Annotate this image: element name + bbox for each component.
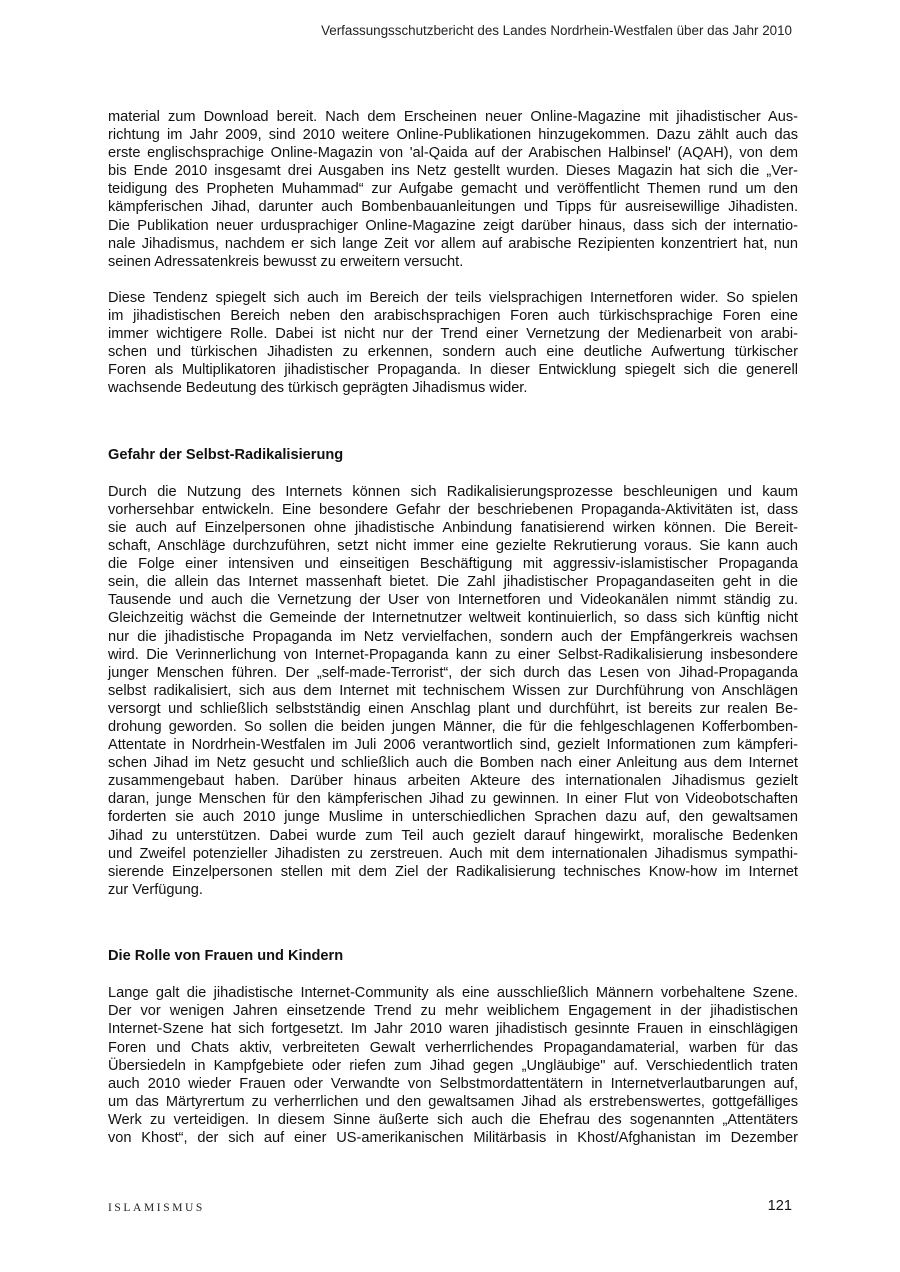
text-line: junger Menschen führen. Der „self-made-Terrorist“, der sich durch das Lesen von Jihad-Propaganda (108, 664, 798, 681)
text-line: zusammengebaut haben. Darüber hinaus arbeiten Akteure des internationalen Jihadismus gezielt (108, 773, 798, 790)
footer-section-label: ISLAMISMUS (108, 1202, 205, 1214)
text-line: Attentate in Nordrhein-Westfalen im Juli 2006 verantwortlich sind, gezielt Informationen zum kämpferi- (108, 737, 798, 754)
paragraph-women-children (108, 984, 798, 1147)
text-line: daran, junge Menschen für den kämpferischen Jihad zu gewinnen. In einer Flut von Videobotschaften (108, 791, 798, 808)
text-line: Jihad zu unterstützen. Dabei wurde zum Teil auch gezielt darauf hingewirkt, moralische Bedenken (108, 827, 798, 844)
text-line: auch 2010 wieder Frauen oder Verwandte von Selbstmordattentätern in Internetverlautbarungen auf, (108, 1075, 798, 1092)
text-line: immer wichtigere Rolle. Dabei ist nicht nur der Trend einer Vernetzung der Medienarbeit von arabi- (108, 326, 798, 343)
text-line: von Khost“, der sich auf einer US-amerikanischen Militärbasis in Khost/Afghanistan im Dezember (108, 1129, 798, 1146)
text-line: material zum Download bereit. Nach dem Erscheinen neuer Online-Magazine mit jihadistischer Aus- (108, 109, 798, 125)
text-line: versorgt und schließlich selbstständig einen Anschlag plant und durchführt, ist bereits zur realen Be- (108, 700, 798, 717)
paragraph-internet-forums (108, 289, 798, 398)
text-line: sierende Einzelpersonen stellen mit dem Ziel der Radikalisierung technisches Know-how im Internet (108, 863, 798, 880)
text-line: und Zweifel potenzieller Jihadisten zu zerstreuen. Auch mit dem internationalen Jihadismus sympathi- (108, 845, 798, 862)
text-line: Die Publikation neuer urdusprachiger Online-Magazine zeigt darüber hinaus, dass sich der internatio- (108, 217, 798, 234)
text-line: teidigung des Propheten Muhammad“ zur Aufgabe gemacht und veröffentlicht Themen rund um den (108, 181, 798, 198)
text-line: Lange galt die jihadistische Internet-Community als eine ausschließlich Männern vorbehaltene Szene. (108, 985, 798, 1002)
text-line: schen Jihad im Netz gesucht und schließlich auch die Bomben nach einer Anleitung aus dem Internet (108, 755, 798, 772)
text-line: Werk zu verteidigen. In diesem Sinne äußerte sich auch die Ehefrau des sogenannten „Attentäters (108, 1111, 798, 1128)
text-line: nale Jihadismus, nachdem er sich lange Zeit vor allem auf arabische Rezipienten konzentriert hat, nun (108, 235, 798, 252)
page-number: 121 (767, 1198, 792, 1214)
text-line: richtung im Jahr 2009, sind 2010 weitere Online-Publikationen hinzugekommen. Dazu zählt auch das (108, 127, 798, 144)
text-line: im jihadistischen Bereich neben den arabischsprachigen Foren auch türkischsprachige Foren eine (108, 308, 798, 325)
text-line: schen und türkischen Jihadisten zu erkennen, sondern auch eine deutliche Aufwertung türkischer (108, 344, 798, 361)
text-line: Der vor wenigen Jahren einsetzende Trend zu mehr weiblichem Engagement in der jihadistischen (108, 1003, 798, 1020)
text-line: erste englischsprachige Online-Magazin von 'al-Qaida auf der Arabischen Halbinsel' (AQAH), von dem (108, 145, 798, 162)
text-line: drohung geworden. So sollen die beiden jungen Männer, die für die fehlgeschlagenen Kofferbomben- (108, 719, 798, 735)
paragraph-self-radicalization (108, 483, 798, 899)
text-line: um das Märtyrertum zu verherrlichen und den gewaltsamen Jihad als erstrebenswertes, gottgefälliges (108, 1093, 798, 1110)
text-line: Gleichzeitig wächst die Gemeinde der Internetnutzer weltweit kontinuierlich, so dass sich künftig nicht (108, 610, 798, 627)
text-line: nur die jihadistische Propaganda im Netz vervielfachen, sondern auch der Empfängerkreis wachsen (108, 628, 798, 645)
text-line: forderten sie auch 2010 junge Muslime in unterschiedlichen Sprachen dazu auf, den gewaltsamen (108, 809, 798, 826)
text-line: Durch die Nutzung des Internets können sich Radikalisierungsprozesse beschleunigen und kaum (108, 483, 798, 500)
text-line: seinen Adressatenkreis bewusst zu erweitern versucht. (108, 253, 464, 270)
text-line: die Folge einer intensiven und einseitigen Beschäftigung mit aggressiv-islamistischer Propaganda (108, 556, 798, 573)
text-line: Foren und Chats aktiv, verbreiteten Gewalt verherrlichendes Propagandamaterial, warben für das (108, 1039, 798, 1056)
text-line: schaft, Anschläge durchzuführen, setzt nicht immer eine gezielte Rekrutierung voraus. Sie kann auch (108, 538, 798, 555)
paragraph-online-magazines (108, 108, 798, 271)
text-line: Diese Tendenz spiegelt sich auch im Bereich der teils vielsprachigen Internetforen wider. So spielen (108, 289, 798, 306)
text-line: vorhersehbar entwickeln. Eine besondere Gefahr der beschriebenen Propaganda-Aktivitäten ist, dass (108, 501, 798, 518)
text-line: Tausende und auch die Vernetzung der User von Internetforen und Videokanälen nimmt ständig zu. (108, 592, 798, 609)
text-line: bis Ende 2010 insgesamt drei Ausgaben ins Netz gestellt wurden. Dieses Magazin hat sich die „Ver- (108, 163, 798, 180)
page-body (108, 108, 798, 1147)
text-line: Übersiedeln in Kampfgebiete oder riefen zum Jihad gegen „Ungläubige" auf. Verschiedentlich traten (108, 1057, 798, 1074)
running-header: Verfassungsschutzbericht des Landes Nordrhein-Westfalen über das Jahr 2010 (321, 23, 792, 38)
section-heading-self-radicalization: Gefahr der Selbst-Radikalisierung (108, 446, 344, 463)
text-line: wird. Die Verinnerlichung von Internet-Propaganda kann zu einer Selbst-Radikalisierung insbesondere (108, 646, 798, 663)
text-line: kämpferischen Jihad, darunter auch Bombenbauanleitungen und Tipps für ausreisewillige Jihadisten. (108, 199, 798, 216)
text-line: sein, die allein das Internet massenhaft bietet. Die Zahl jihadistischer Propagandaseiten geht in die (108, 574, 798, 591)
section-heading-women-children: Die Rolle von Frauen und Kindern (108, 948, 344, 965)
text-line: Internet-Szene hat sich fortgesetzt. Im Jahr 2010 waren jihadistisch gesinnte Frauen in einschlägigen (108, 1021, 798, 1038)
text-line: sie auch auf Einzelpersonen ohne jihadistische Anbindung fanatisierend wirken können. Die Bereit- (108, 519, 798, 536)
text-line: Foren als Multiplikatoren jihadistischer Propaganda. In dieser Entwicklung spiegelt sich die generell (108, 362, 798, 379)
text-line: selbst radikalisiert, sich aus dem Internet mit technischem Wissen zur Durchführung von Anschlägen (108, 682, 798, 699)
text-line: wachsende Bedeutung des türkisch geprägten Jihadismus wider. (108, 380, 528, 397)
text-line: zur Verfügung. (108, 881, 203, 898)
